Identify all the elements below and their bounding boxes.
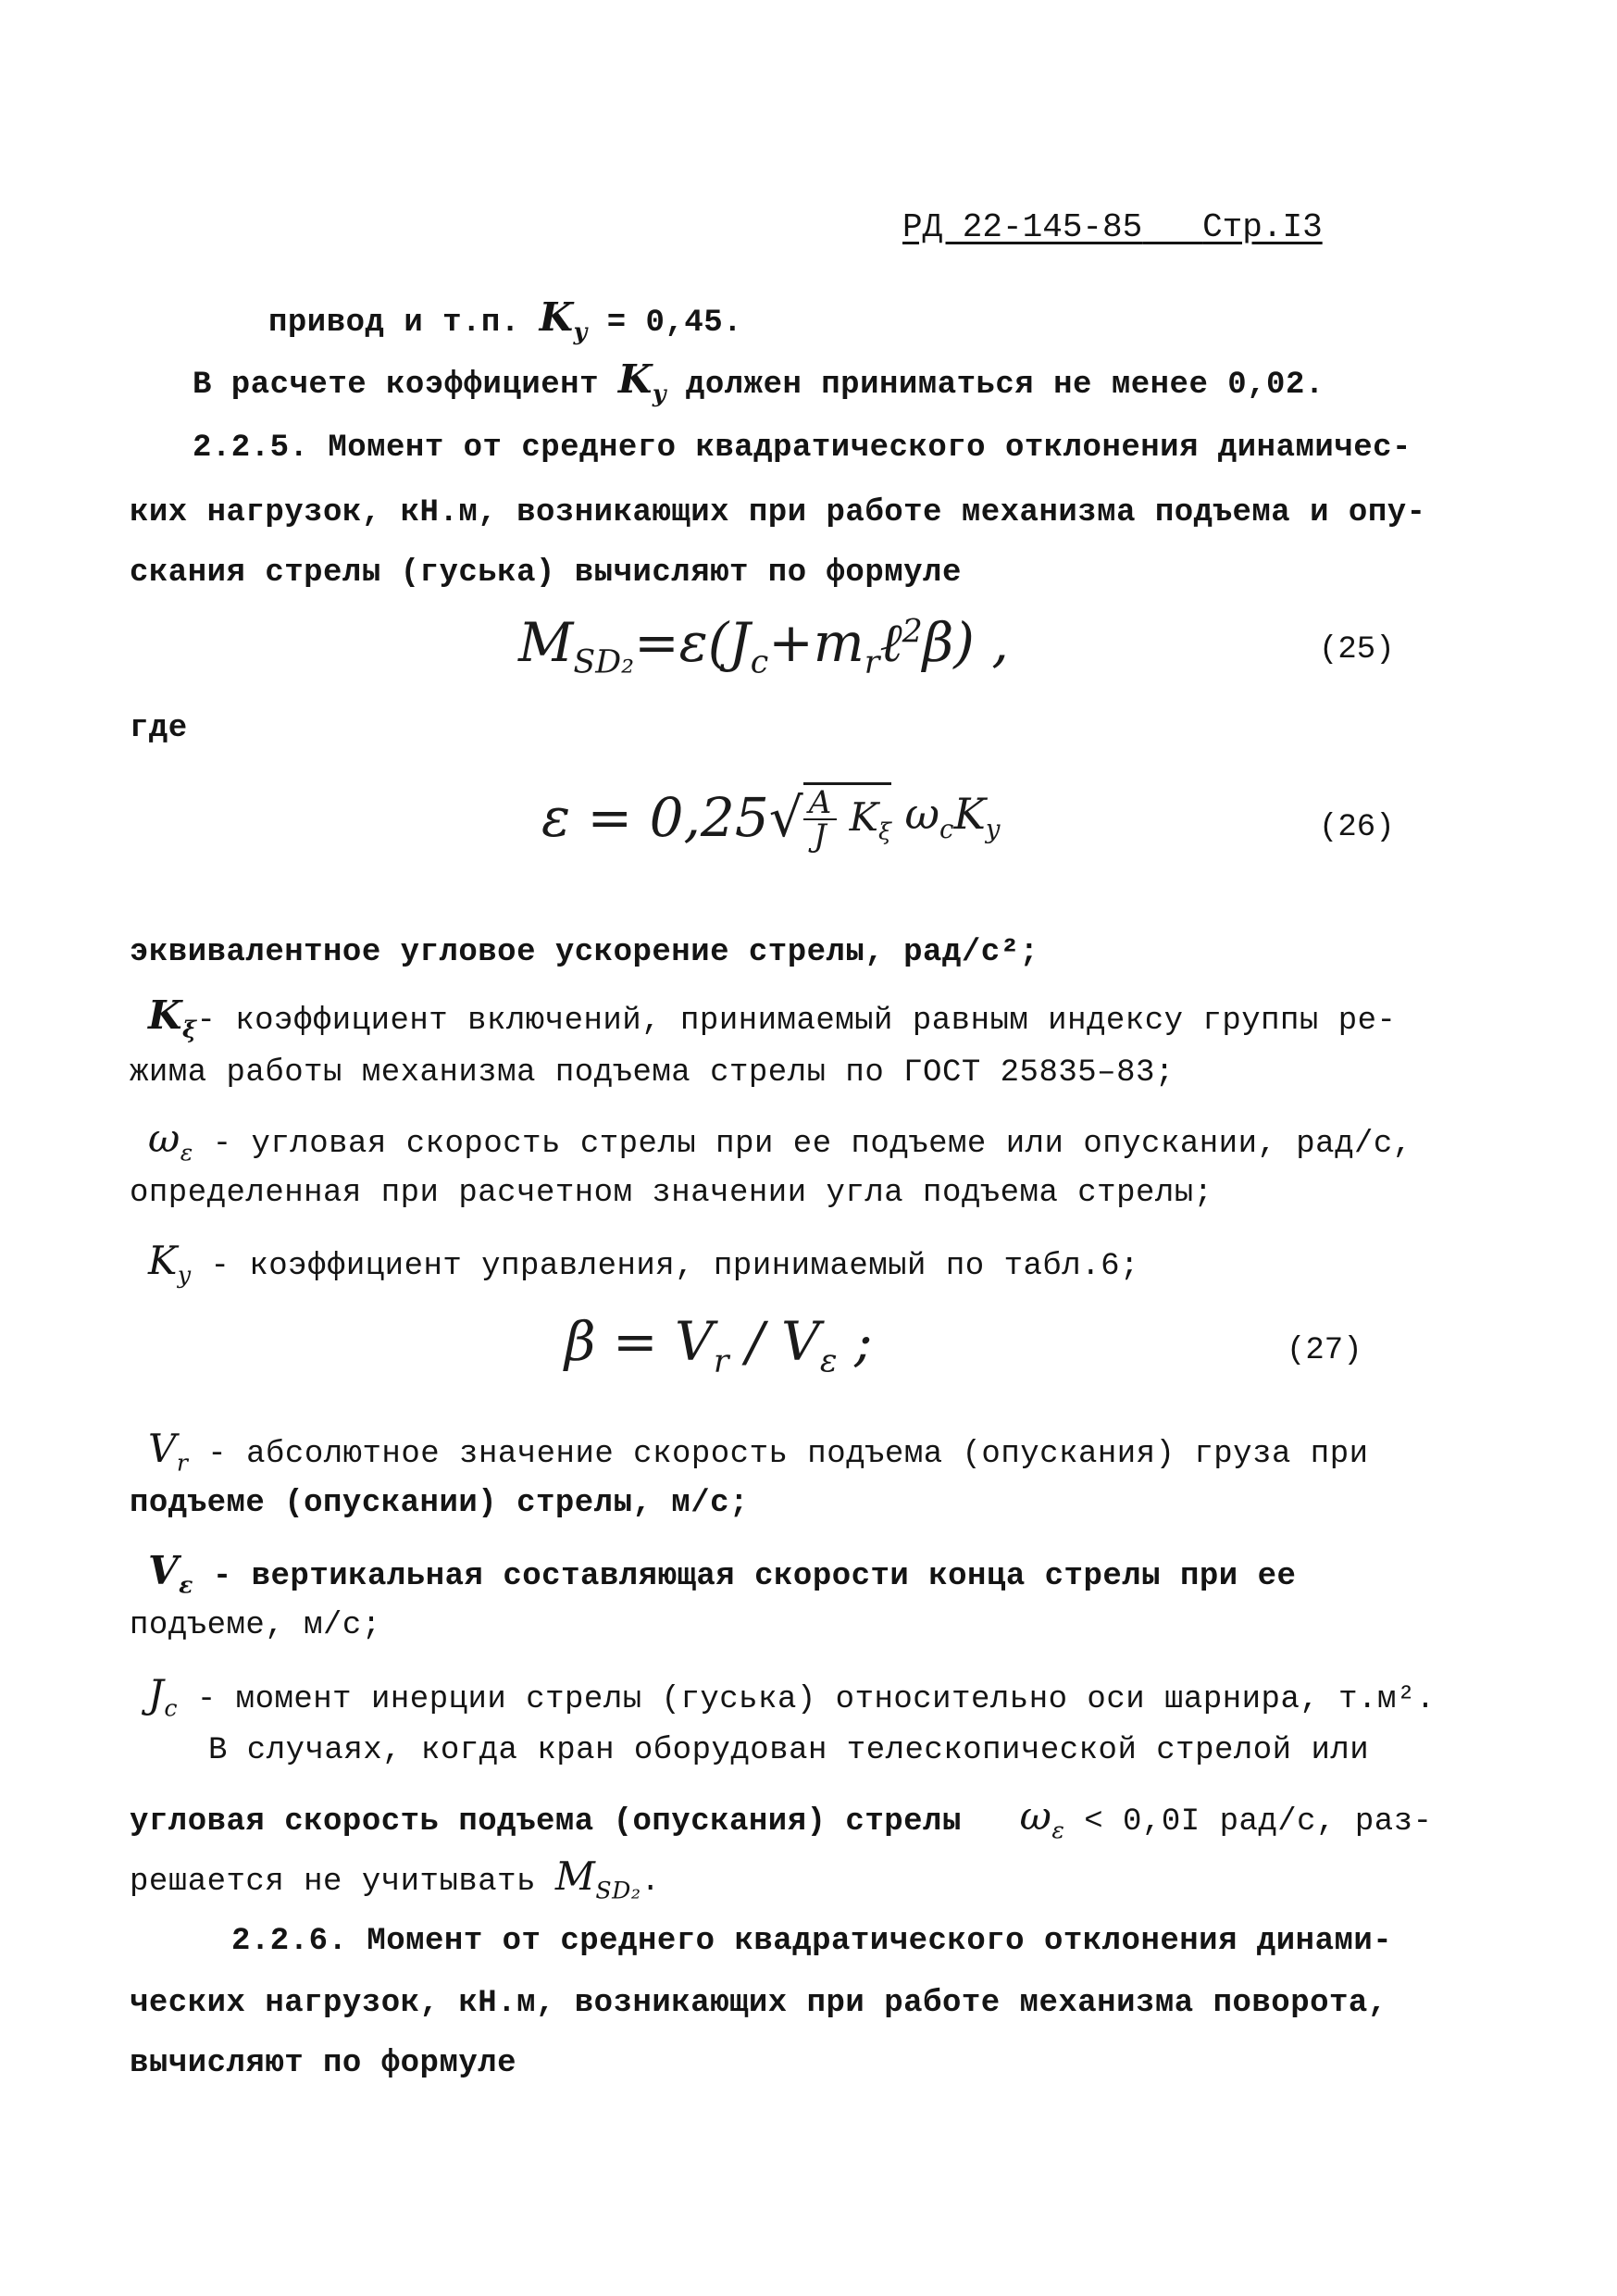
paragraph-225-line3: скания стрелы (гуська) вычисляют по формуле	[130, 555, 962, 591]
text: привод и т.п.	[268, 306, 520, 341]
omega-symbol: $\omega_\varepsilon$	[148, 1116, 193, 1167]
case-line1: В случаях, когда кран оборудован телескопической стрелой или	[208, 1733, 1370, 1768]
fraction: A J	[803, 787, 838, 852]
where-label: где	[130, 711, 188, 746]
formula-27: $\beta = V_r / V_\varepsilon$ ;	[565, 1310, 873, 1380]
formula-26: ε = 0,25 √ A J $K_\xi$ $\omega_cK_y$	[541, 784, 1001, 855]
jc-symbol: $J_c$	[148, 1671, 178, 1722]
vr-definition-line1: $V_r$ - абсолютное значение скорость подъема (опускания) груза при	[148, 1426, 1369, 1477]
paragraph-225-line1: 2.2.5. Момент от среднего квадратического отклонения динамичес-	[193, 430, 1412, 466]
sqrt-sign: √	[768, 785, 803, 849]
ky-definition: $K_y$ - коэффициент управления, принимаемый по табл.6;	[148, 1238, 1139, 1289]
paragraph-226-line1: 2.2.6. Момент от среднего квадратического отклонения динами-	[231, 1924, 1393, 1959]
case-line3: решается не учитывать $M_{SD_2}$.	[130, 1853, 661, 1904]
ve-definition-line2: подъеме, м/с;	[130, 1608, 381, 1643]
ky-symbol: $K_y$	[617, 356, 667, 407]
line-coefficient-min	[193, 356, 1325, 406]
line-drive	[268, 294, 742, 344]
text: должен приниматься не менее 0,02.	[685, 368, 1325, 403]
omega-definition-line2: определенная при расчетном значении угла подъема стрелы;	[130, 1176, 1213, 1211]
ky-symbol: $K_y$	[148, 1238, 192, 1289]
equation-number-25: (25)	[1319, 632, 1395, 668]
page-number: Стр.I3	[1202, 208, 1323, 246]
paragraph-225-line2: ких нагрузок, кН.м, возникающих при работе механизма подъема и опу-	[130, 495, 1426, 530]
kxi-definition-line1: $K_\xi-$ коэффициент включений, принимаемый равным индексу группы ре-	[148, 992, 1397, 1043]
vr-definition-line2: подъеме (опускании) стрелы, м/с;	[130, 1486, 749, 1521]
msd2-symbol: $M_{SD_2}$	[554, 1853, 641, 1904]
document-header	[902, 208, 1323, 246]
case-line2: угловая скорость подъема (опускания) стрелы $\omega_\varepsilon < 0,0I$ рад/с, раз-	[130, 1793, 1433, 1844]
kxi-definition-line2: жима работы механизма подъема стрелы по ГОСТ 25835–83;	[130, 1055, 1175, 1091]
text: = 0,45.	[606, 306, 743, 341]
sqrt-content: A J $K_\xi$	[803, 782, 891, 852]
text: В расчете коэффициент	[193, 368, 599, 403]
document-code: РД 22-145-85	[902, 208, 1143, 246]
ve-definition-line1: $V_\varepsilon$ - вертикальная составляющая скорости конца стрелы при ее	[148, 1548, 1297, 1599]
equation-number-26: (26)	[1319, 810, 1395, 845]
paragraph-226-line2: ческих нагрузок, кН.м, возникающих при работе механизма поворота,	[130, 1986, 1387, 2021]
equation-number-27: (27)	[1287, 1333, 1362, 1368]
omega-symbol: $\omega_\varepsilon$	[1019, 1793, 1065, 1844]
ky-symbol: $K_y$	[539, 294, 588, 345]
omega-definition-line1: $\omega_\varepsilon$ - угловая скорость стрелы при ее подъеме или опускании, рад/с,	[148, 1116, 1412, 1167]
jc-definition: $J_c$ - момент инерции стрелы (гуська) относительно оси шарнира, т.м².	[148, 1671, 1436, 1722]
epsilon-definition: эквивалентное угловое ускорение стрелы, рад/с²;	[130, 935, 1039, 970]
kxi-symbol: $K_\xi$	[148, 992, 197, 1043]
ve-symbol: $V_\varepsilon$	[148, 1548, 193, 1599]
formula-25: $M_{SD_2}=\varepsilon(J_c+m_r\ell^2\beta)$ ,	[518, 611, 1009, 681]
paragraph-226-line3: вычисляют по формуле	[130, 2046, 517, 2081]
vr-symbol: $V_r$	[148, 1426, 189, 1477]
